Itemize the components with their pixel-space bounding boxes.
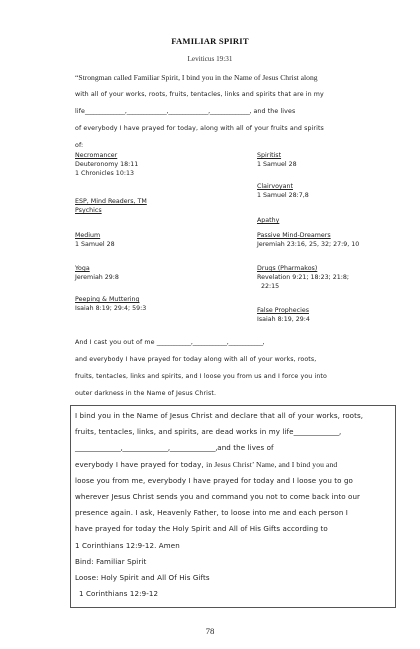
spirit-entry [75,232,115,250]
fill-in-blank: ______________, [85,108,127,116]
fill-in-blank: ____________, [228,339,265,346]
spirit-entry [75,265,119,283]
prayer-line [75,424,391,440]
intro-line: “Strongman called Familiar Spirit, I bind you in the Name of Jesus Christ along [75,73,318,82]
paragraph-line [75,334,393,351]
page-number: 78 [205,626,215,636]
spirit-entry [257,183,309,201]
reference-line: 1 Corinthians 12:9-12 [79,589,159,599]
intro-text: and the lives [251,108,296,116]
spirit-reference: 22:15 [261,282,280,290]
prayer-line: I bind you in the Name of Jesus Christ and declare that all of your works, roots, [75,411,364,420]
spirit-reference: Psychics [75,206,102,214]
prayer-text-serif: in Jesus Christ’ Name, and I bind you and [206,459,338,469]
spirit-name: False Prophecies [257,307,310,314]
spirit-entry [75,296,146,314]
cast-out-paragraph [75,334,393,402]
prayer-line: wherever Jesus Christ sends you and command you not to come back into our [75,492,361,502]
spirit-entry [257,217,279,226]
fill-in-blank: ____________, [156,339,193,346]
spirit-name: ESP, Mind Readers, TM [75,198,147,205]
spirit-entry [257,232,359,250]
fill-in-blank: ______________, [169,443,218,453]
spirit-name: Apathy [257,217,280,224]
intro-prayer [75,69,393,154]
fill-in-blank: ______________, [168,108,210,116]
prayer-line: have prayed for today the Holy Spirit and All of His Gifts according to [75,524,328,534]
fill-in-blank: ______________, [209,108,252,116]
spirit-reference: Revelation 9:21; 18:23; 21:8; [257,273,350,281]
spirit-entry [257,265,349,292]
spirit-name: Drugs (Pharmakos) [257,265,318,272]
fill-in-blank: ______________, [126,108,169,116]
spirit-reference: Jeremiah 23:16, 25, 32; 27:9, 10 [257,240,360,248]
spirit-name: Spiritist [257,152,282,159]
intro-text: life [75,108,85,116]
spirit-reference: 1 Samuel 28:7,8 [257,191,309,199]
prayer-line [75,440,391,456]
spirit-entry [257,152,297,170]
spirit-reference: Isaiah 8:19, 29:4 [257,315,310,323]
spirit-name: Necromancer [75,152,118,159]
paragraph-text: And I cast you out of me [75,339,155,346]
fill-in-blank: ______________, [75,443,123,453]
intro-line: with all of your works, roots, fruits, tentacles, links and spirits that are in my [75,91,324,99]
spirit-entry [257,307,310,325]
binding-prayer-box [70,405,396,608]
paragraph-line: fruits, tentacles, links and spirits, and I loose you from us and I force you into [75,373,327,381]
prayer-line: loose you from me, everybody I have prayed for today and I loose you to go [75,475,353,485]
scripture-reference: Leviticus 19:31 [187,55,233,63]
spirit-reference: 1 Samuel 28 [257,160,297,168]
intro-line: of everybody I have prayed for today, along with all of your fruits and spirits [75,125,324,133]
prayer-text: and the lives of [217,443,274,453]
spirit-name: Yoga [75,265,90,272]
spirit-reference: Jeremiah 29:8 [75,273,119,281]
spirit-name: Medium [75,232,101,239]
spirit-name: Passive Mind-Dreamers [257,232,331,239]
fill-in-blank: ____________, [192,339,229,346]
spirit-name: Peeping & Muttering [75,296,140,303]
spirit-reference: 1 Samuel 28 [75,240,115,248]
paragraph-line: outer darkness in the Name of Jesus Christ. [75,390,217,398]
fill-in-blank: ______________, [122,443,170,453]
prayer-line: presence again. I ask, Heavenly Father, to loose into me and each person I [75,508,348,518]
bind-line: Bind: Familiar Spirit [75,556,147,566]
spirit-entry [75,152,138,179]
prayer-text: everybody I have prayed for today, [75,459,207,469]
prayer-line [75,457,391,473]
spirit-name: Clairvoyant [257,183,293,190]
spirit-entry [75,198,147,216]
loose-line: Loose: Holy Spirit and All Of His Gifts [75,573,210,583]
spirit-reference: Isaiah 8:19; 29:4; 59:3 [75,304,147,312]
paragraph-line: and everybody I have prayed for today along with all of your works, roots, [75,356,317,364]
binding-prayer [75,408,391,602]
spirit-reference: 1 Chronicles 10:13 [75,169,134,177]
fill-in-blank: ______________, [293,427,341,437]
intro-line: of: [75,142,84,150]
prayer-line: 1 Corinthians 12:9-12. Amen [75,540,180,550]
intro-line [75,103,393,120]
page-title: FAMILIAR SPIRIT [171,36,249,46]
spirit-reference: Deuteronomy 18:11 [75,160,139,168]
prayer-text: fruits, tentacles, links, and spirits, are dead works in my life [75,427,294,437]
